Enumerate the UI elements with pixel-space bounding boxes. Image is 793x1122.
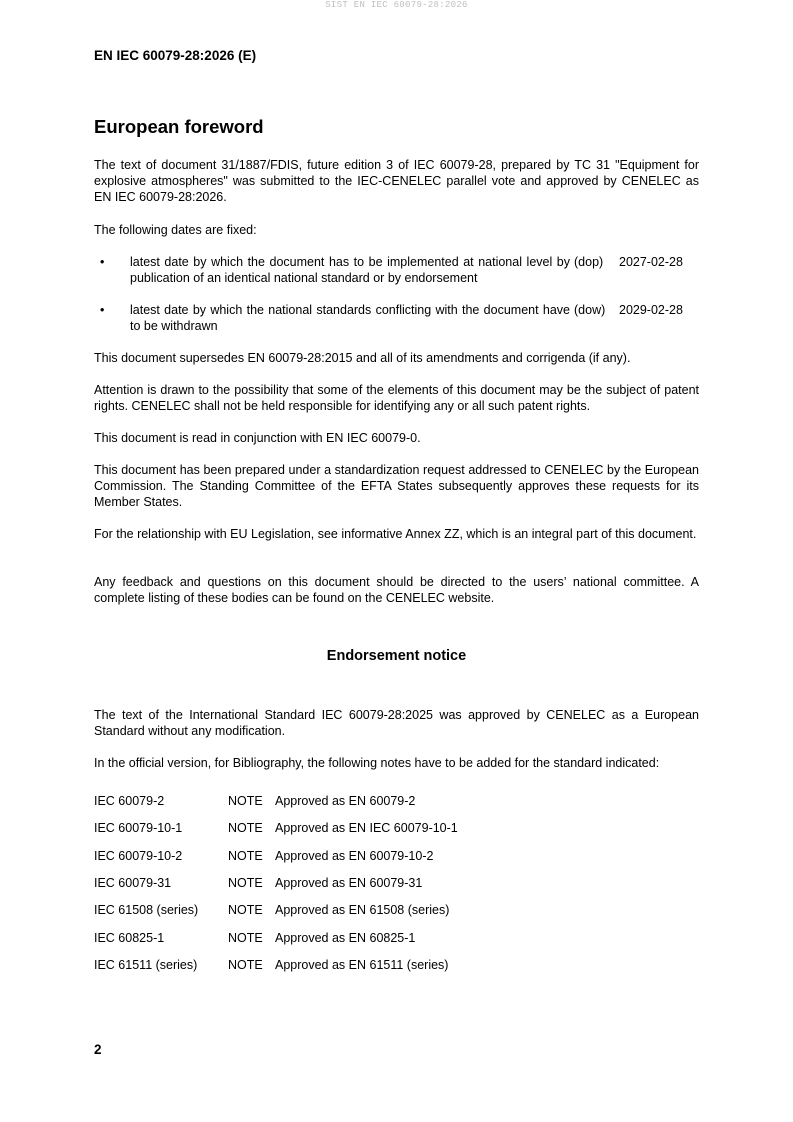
note-label: NOTE: [228, 821, 263, 835]
note-text: Approved as EN 61508 (series): [275, 903, 450, 917]
supersedes-paragraph: This document supersedes EN 60079-28:2015 and all of its amendments and corrigenda (if any).: [94, 351, 631, 365]
date-value: 2027-02-28: [619, 255, 683, 269]
document-id-header: EN IEC 60079-28:2026 (E): [94, 48, 257, 63]
patent-paragraph: Attention is drawn to the possibility that some of the elements of this document may be the subject of patent rights. CENELEC shall not be held responsible for identifying any or all such patent rights.: [94, 383, 699, 413]
watermark: SIST EN IEC 60079-28:2026: [325, 0, 468, 10]
date-code: (dow): [574, 303, 606, 317]
note-label: NOTE: [228, 849, 263, 863]
note-label: NOTE: [228, 931, 263, 945]
foreword-title: European foreword: [94, 116, 264, 137]
note-text: Approved as EN 60825-1: [275, 931, 416, 945]
note-reference: IEC 60079-2: [94, 794, 165, 808]
endorsement-title: Endorsement notice: [326, 648, 467, 664]
bullet-marker: •: [100, 303, 105, 317]
note-label: NOTE: [228, 876, 263, 890]
foreword-intro-paragraph: The text of document 31/1887/FDIS, future edition 3 of IEC 60079-28, prepared by TC 31 "Equipment for explosive atmospheres" was submitted to the IEC-CENELEC parallel vote and approved by CENELEC as EN IEC 60079-28:2026.: [94, 158, 699, 204]
note-reference: IEC 61508 (series): [94, 903, 199, 917]
bullet-marker: •: [100, 255, 105, 269]
feedback-paragraph: Any feedback and questions on this document should be directed to the users’ national committee. A complete listing of these bodies can be found on the CENELEC website.: [94, 575, 699, 605]
date-code: (dop): [574, 255, 604, 269]
mandate-paragraph: This document has been prepared under a standardization request addressed to CENELEC by the European Commission. The Standing Committee of the EFTA States subsequently approves these requests for its Member States.: [94, 463, 699, 509]
note-reference: IEC 60079-10-1: [94, 821, 183, 835]
note-reference: IEC 60079-31: [94, 876, 172, 890]
note-reference: IEC 61511 (series): [94, 958, 198, 972]
endorsement-paragraph: The text of the International Standard IEC 60079-28:2025 was approved by CENELEC as a European Standard without any modification.: [94, 708, 699, 738]
note-label: NOTE: [228, 794, 263, 808]
note-reference: IEC 60825-1: [94, 931, 165, 945]
date-description: latest date by which the document has to be implemented at national level by publication of an identical national standard or by endorsement: [130, 255, 570, 285]
note-text: Approved as EN 60079-2: [275, 794, 416, 808]
bibliography-intro-paragraph: In the official version, for Bibliography, the following notes have to be added for the standard indicated:: [94, 756, 660, 770]
date-value: 2029-02-28: [619, 303, 683, 317]
note-text: Approved as EN 60079-10-2: [275, 849, 434, 863]
dates-intro-paragraph: The following dates are fixed:: [94, 223, 257, 237]
note-text: Approved as EN 61511 (series): [275, 958, 449, 972]
note-reference: IEC 60079-10-2: [94, 849, 183, 863]
date-description: latest date by which the national standards conflicting with the document have to be withdrawn: [130, 303, 570, 333]
eu-legislation-paragraph: For the relationship with EU Legislation, see informative Annex ZZ, which is an integral part of this document.: [94, 527, 697, 541]
note-label: NOTE: [228, 903, 263, 917]
note-text: Approved as EN IEC 60079-10-1: [275, 821, 458, 835]
page-number: 2: [94, 1042, 102, 1057]
note-text: Approved as EN 60079-31: [275, 876, 423, 890]
conjunction-paragraph: This document is read in conjunction with EN IEC 60079-0.: [94, 431, 421, 445]
note-label: NOTE: [228, 958, 263, 972]
